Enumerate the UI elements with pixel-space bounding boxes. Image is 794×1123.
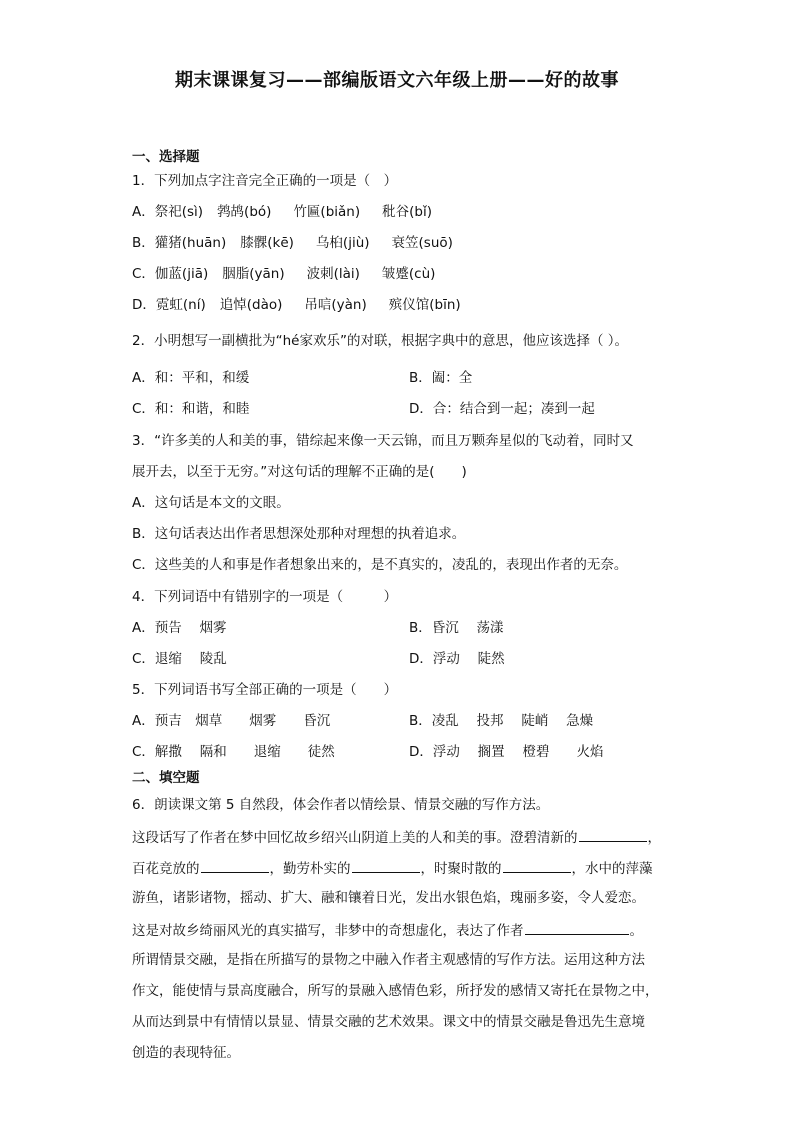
q1-option-d: D．霓虹(ní) 追悼(dào) 吊唁(yàn) 殡仪馆(bīn) (132, 297, 461, 313)
q6-paragraph-line1: 这段话写了作者在梦中回忆故乡绍兴山阴道上美的人和美的事。澄碧清新的 ， (132, 827, 661, 847)
q6-paragraph-line7: 从而达到景中有情情以景显、情景交融的艺术效果。课文中的情景交融是鲁迅先生意境 (132, 1014, 645, 1030)
q3-stem-line1: 3．“许多美的人和美的事，错综起来像一天云锦，而且万颗奔星似的飞动着，同时又 (132, 433, 634, 449)
q1-option-a: A．祭祀(sì) 鹁鸪(bó) 竹匾(biǎn) 秕谷(bǐ) (132, 204, 432, 220)
answer-blank-3[interactable] (352, 858, 420, 873)
q1-option-b: B．獾猪(huān) 膝髁(kē) 乌桕(jiù) 衰笠(suō) (132, 235, 453, 251)
q6-paragraph-line5: 所谓情景交融，是指在所描写的景物之中融入作者主观感情的写作方法。运用这种方法 (132, 952, 645, 968)
q5-stem: 5．下列词语书写全部正确的一项是（ ） (132, 682, 398, 698)
section-heading-choice: 一、选择题 (132, 149, 200, 165)
q4-option-a: A．预告 烟雾 (132, 620, 227, 636)
answer-blank-4[interactable] (503, 858, 571, 873)
q6-paragraph-line3: 游鱼，诸影诸物，摇动、扩大、融和镶着日光，发出水银色焰，瑰丽多姿，令人爱恋。 (132, 890, 645, 906)
q6-paragraph-line2: 百花竞放的 ，勤劳朴实的 ，时聚时散的 ，水中的萍藻 (132, 858, 653, 878)
section-heading-fill: 二、填空题 (132, 770, 200, 786)
q5-option-a: A．预吉 烟草 烟雾 昏沉 (132, 713, 331, 729)
answer-blank-5[interactable] (525, 920, 629, 935)
page-title: 期末课课复习——部编版语文六年级上册——好的故事 (175, 70, 619, 91)
q4-option-d: D．浮动 陡然 (409, 651, 505, 667)
q1-option-c: C．伽蓝(jiā) 胭脂(yān) 波刺(lài) 皱蹙(cù) (132, 266, 436, 282)
q6-paragraph-line8: 创造的表现特征。 (132, 1045, 240, 1061)
q4-stem: 4．下列词语中有错别字的一项是（ ） (132, 589, 398, 605)
q6-paragraph-line4: 这是对故乡绮丽风光的真实描写，非梦中的奇想虚化，表达了作者 。 (132, 920, 643, 940)
q5-option-d: D．浮动 搁置 橙碧 火焰 (409, 744, 604, 760)
answer-blank-2[interactable] (201, 858, 269, 873)
q2-stem: 2．小明想写一副横批为“hé家欢乐”的对联，根据字典中的意思，他应该选择（ ）。 (132, 333, 628, 349)
q2-option-d: D．合：结合到一起；凑到一起 (409, 401, 595, 417)
q4-option-b: B．昏沉 荡漾 (409, 620, 504, 636)
q5-option-b: B．凌乱 投邦 陡峭 急燥 (409, 713, 594, 729)
q1-stem: 1．下列加点字注音完全正确的一项是（ ） (132, 173, 398, 189)
q3-option-b: B．这句话表达出作者思想深处那种对理想的执着追求。 (132, 526, 466, 542)
q3-option-a: A．这句话是本文的文眼。 (132, 495, 290, 511)
q6-paragraph-line6: 作文，能使情与景高度融合，所写的景融入感情色彩，所抒发的感情又寄托在景物之中， (132, 983, 659, 999)
q3-option-c: C．这些美的人和事是作者想象出来的，是不真实的，凌乱的，表现出作者的无奈。 (132, 557, 628, 573)
q2-option-c: C．和：和谐，和睦 (132, 401, 250, 417)
q5-option-c: C．解撒 隔和 退缩 徒然 (132, 744, 335, 760)
q6-stem: 6．朗读课文第 5 自然段，体会作者以情绘景、情景交融的写作方法。 (132, 797, 550, 813)
q4-option-c: C．退缩 陵乱 (132, 651, 227, 667)
answer-blank-1[interactable] (579, 827, 647, 842)
q2-option-b: B．阖：全 (409, 370, 473, 386)
q3-stem-line2: 展开去，以至于无穷。”对这句话的理解不正确的是( ) (132, 464, 467, 480)
q2-option-a: A．和：平和，和缓 (132, 370, 250, 386)
